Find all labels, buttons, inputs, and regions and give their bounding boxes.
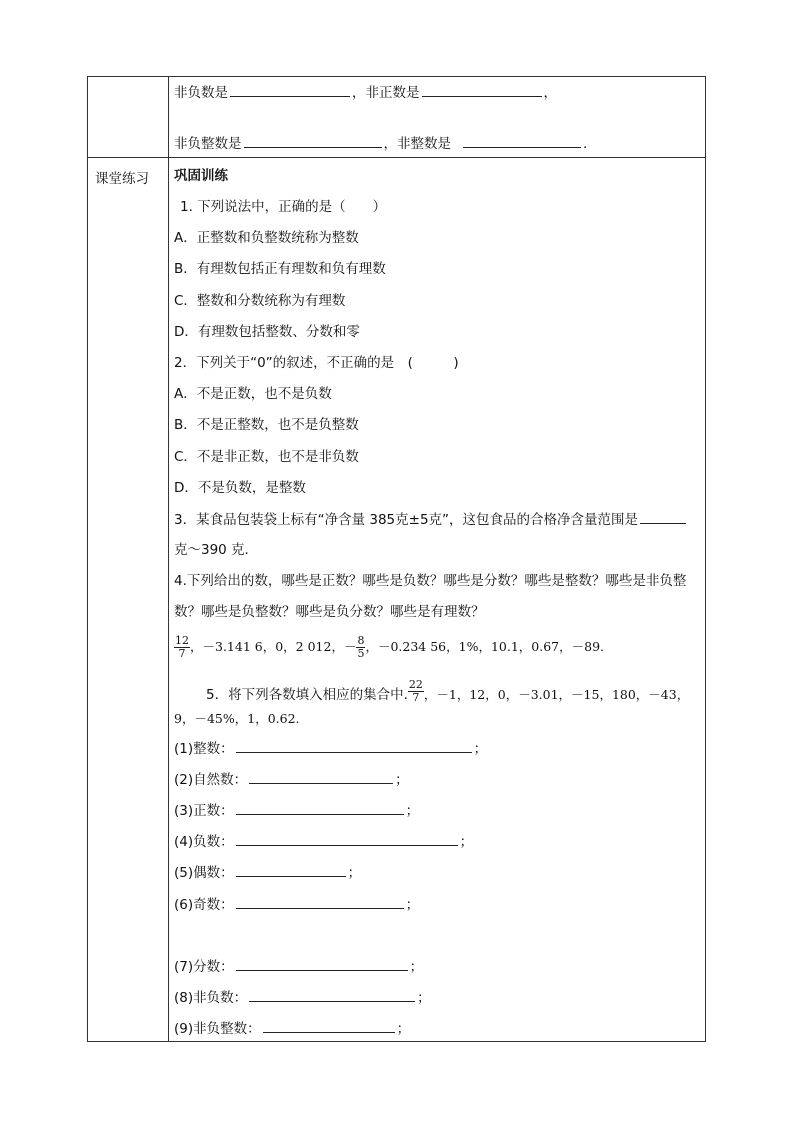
fraction-numerator: 12 (175, 634, 189, 647)
q5-item-label: (2)自然数： (174, 772, 248, 788)
fraction-numerator: 22 (408, 678, 423, 691)
q5-item-label: (6)奇数： (174, 897, 234, 913)
evens-blank[interactable] (236, 863, 346, 877)
q2-option-c: C．不是非正数，也不是非负数 (174, 449, 359, 465)
q2-option-a: A．不是正数，也不是负数 (174, 386, 332, 402)
q4-numbers-tail: ，－0.234 56，1%，10.1，0.67，－89. (365, 639, 604, 654)
q5-item-fractions (174, 957, 423, 976)
q5-item-integers (174, 739, 487, 758)
q5-item-label: (8)非负数： (174, 990, 248, 1006)
q5-item-evens (174, 863, 361, 882)
q5-item-end: ； (405, 897, 420, 913)
fraction-12-7 (174, 635, 190, 660)
fraction-numerator: 8 (357, 634, 365, 647)
row1-line2 (174, 134, 587, 153)
noninteger-blank[interactable] (463, 134, 581, 148)
row1-line2-end: . (583, 136, 588, 152)
naturals-blank[interactable] (249, 770, 393, 784)
worksheet-table (87, 76, 706, 1042)
row-divider (88, 157, 705, 158)
fraction-denominator: 7 (178, 647, 186, 660)
q5-item-label: (9)非负整数： (174, 1021, 261, 1037)
q5-item-end: ； (409, 959, 424, 975)
fraction-22-7 (408, 679, 424, 704)
q1-option-b: B．有理数包括正有理数和负有理数 (174, 261, 386, 277)
q5-item-naturals (174, 770, 409, 789)
fraction-denominator: 7 (412, 691, 420, 704)
fraction-denominator: 5 (357, 647, 365, 660)
q3-text: 3．某食品包装袋上标有“净含量 385克±5克”，这包食品的合格净含量范围是 (174, 512, 639, 528)
q5-item-label: (7)分数： (174, 959, 234, 975)
q2-stem: 2．下列关于“0”的叙述，不正确的是 ( ) (174, 355, 459, 371)
q4-line1: 4.下列给出的数，哪些是正数？哪些是负数？哪些是分数？哪些是整数？哪些是非负整 (174, 573, 687, 589)
q5-item-end: ； (347, 865, 362, 881)
q4-numbers-mid: ，－3.141 6，0，2 012，－ (190, 639, 357, 654)
q5-item-nonnegatives (174, 988, 431, 1007)
nonpositive-blank[interactable] (422, 83, 542, 97)
integers-blank[interactable] (236, 739, 472, 753)
q5-item-end: ； (417, 990, 431, 1006)
q5-stem-text: 5．将下列各数填入相应的集合中. (206, 687, 408, 703)
q5-item-end: ； (395, 772, 409, 788)
q5-item-odds (174, 895, 419, 914)
q1-stem: 1. 下列说法中，正确的是（ ） (180, 199, 387, 215)
section-label: 课堂练习 (95, 171, 149, 187)
nonneg-integer-blank[interactable] (244, 134, 382, 148)
column-divider (168, 77, 169, 1041)
q5-item-end: ； (459, 834, 474, 850)
q5-item-nonneg-integers (174, 1019, 410, 1038)
q5-item-label: (1)整数： (174, 741, 234, 757)
q5-item-positives (174, 801, 419, 820)
q5-stem (206, 679, 689, 704)
q5-item-end: ； (405, 803, 420, 819)
q3-line1 (174, 510, 688, 529)
positives-blank[interactable] (236, 801, 404, 815)
q2-option-b: B．不是正整数，也不是负整数 (174, 417, 359, 433)
q4-numbers (174, 635, 604, 660)
nonneg-integer-label: 非负整数是 (174, 136, 242, 152)
q2-option-d: D．不是负数，是整数 (174, 480, 306, 496)
nonnegatives-blank[interactable] (249, 988, 415, 1002)
q5-item-label: (3)正数： (174, 803, 234, 819)
q5-item-negatives (174, 832, 473, 851)
q1-option-c: C．整数和分数统称为有理数 (174, 293, 346, 309)
q1-option-d: D．有理数包括整数、分数和零 (174, 324, 360, 340)
q5-stem-tail: ，－1，12，0，－3.01，－15，180，－43， (423, 687, 690, 702)
q4-line2: 数？哪些是负整数？哪些是负分数？哪些是有理数？ (174, 604, 485, 620)
q5-item-end: ； (396, 1021, 411, 1037)
nonnegative-blank[interactable] (230, 83, 350, 97)
q1-option-a: A．正整数和负整数统称为整数 (174, 230, 359, 246)
odds-blank[interactable] (236, 895, 404, 909)
negatives-blank[interactable] (236, 832, 458, 846)
q5-item-label: (4)负数： (174, 834, 234, 850)
row1-line1-end: ， (543, 85, 557, 101)
q5-line2: 9，－45%，1，0.62. (174, 711, 300, 726)
q3-line2: 克～390 克． (174, 542, 259, 558)
noninteger-label: ，非整数是 (383, 136, 451, 152)
q3-blank[interactable] (640, 510, 686, 524)
q5-item-label: (5)偶数： (174, 865, 234, 881)
nonneg-integers-blank[interactable] (263, 1019, 395, 1033)
nonnegative-label: 非负数是 (174, 85, 228, 101)
heading: 巩固训练 (174, 168, 228, 184)
fractions-blank[interactable] (236, 957, 408, 971)
nonpositive-label: ，非正数是 (352, 85, 420, 101)
q5-item-end: ； (473, 741, 488, 757)
row1-line1 (174, 83, 557, 102)
